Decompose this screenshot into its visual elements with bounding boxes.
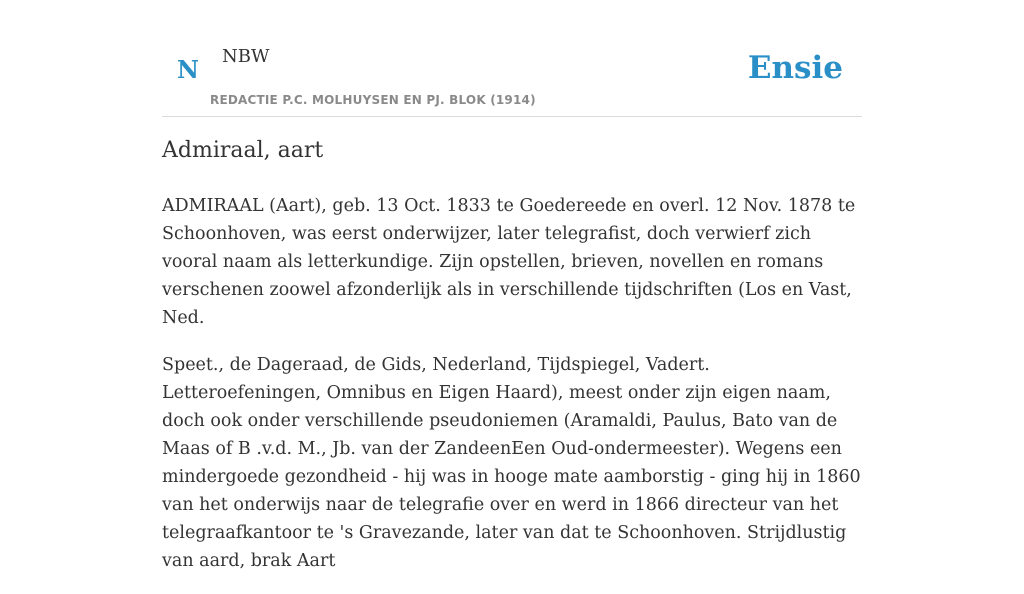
- source-subtitle: REDACTIE P.C. MOLHUYSEN EN PJ. BLOK (1914): [210, 93, 536, 107]
- article-body: [162, 192, 862, 594]
- brand-logo-link[interactable]: Ensie: [747, 50, 843, 86]
- source-logo[interactable]: N: [177, 55, 199, 84]
- source-header: [162, 0, 862, 117]
- article-paragraph: Speet., de Dageraad, de Gids, Nederland, Tijdspiegel, Vadert. Letteroefeningen, Omnibus en Eigen Haard), meest onder zijn eigen naam, doch ook onder verschillende pseudoniemen (Aramaldi, Paulus, Bato van de Maas of B .v.d. M., Jb. van der ZandeenEen Oud-ondermeester). Wegens een mindergoede gezondheid - hij was in hooge mate aamborstig - ging hij in 1860 van het onderwijs naar de telegrafie over en werd in 1866 directeur van het telegraafkantoor te 's Gravezande, later van dat te Schoonhoven. Strijdlustig van aard, brak Aart: [162, 355, 861, 571]
- source-title[interactable]: NBW: [222, 46, 270, 67]
- article-title: Admiraal, aart: [162, 138, 324, 163]
- article-paragraph: ADMIRAAL (Aart), geb. 13 Oct. 1833 te Goedereede en overl. 12 Nov. 1878 te Schoonhoven, was eerst onderwijzer, later telegrafist, doch verwierf zich vooral naam als letterkundige. Zijn opstellen, brieven, novellen en romans verschenen zoowel afzonderlijk als in verschillende tijdschriften (Los en Vast, Ned.: [162, 196, 856, 328]
